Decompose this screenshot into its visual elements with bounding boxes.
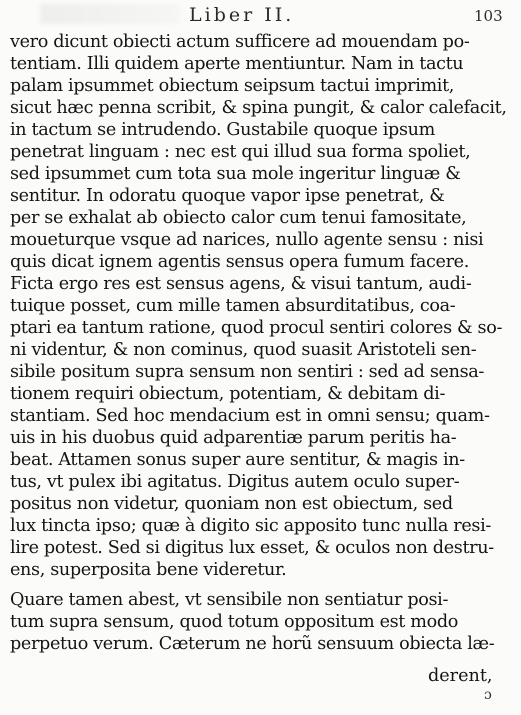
text-line: tus, vt pulex ibi agitatus. Digitus autem oculo super- xyxy=(10,472,460,492)
catchword: derent, xyxy=(428,666,493,686)
text-line: quis dicat ignem agentis sensus opera fumum facere. xyxy=(10,252,469,272)
text-line: tionem requiri obiectum, potentiam, & debitam di- xyxy=(10,384,446,404)
text-line: sibile positum supra sensum non sentiri : sed ad sensa- xyxy=(10,362,484,382)
text-line: ptari ea tantum ratione, quod procul sentiri colores & so- xyxy=(10,318,503,338)
text-line: lire potest. Sed si digitus lux esset, & oculos non destru- xyxy=(10,538,494,558)
text-line: stantiam. Sed hoc mendacium est in omni sensu; quam- xyxy=(10,406,490,426)
text-line: penetrat linguam : nec est qui illud sua forma spoliet, xyxy=(10,142,471,162)
text-line: Ficta ergo res est sensus agens, & visui tantum, audi- xyxy=(10,274,472,294)
text-line: sentitur. In odoratu quoque vapor ipse penetrat, & xyxy=(10,186,445,206)
text-line: perpetuo verum. Cæterum ne horũ sensuum obiecta læ- xyxy=(10,634,495,654)
stray-ink-mark: ɔ xyxy=(484,687,492,703)
text-line: Quare tamen abest, vt sensibile non sentiatur posi- xyxy=(10,590,449,610)
page-number: 103 xyxy=(474,7,503,25)
running-head xyxy=(0,2,521,28)
text-line: tuique posset, cum mille tamen absurditatibus, coa- xyxy=(10,296,456,316)
running-title: Liber II. xyxy=(189,4,295,26)
text-line: moueturque vsque ad narices, nullo agente sensu : nisi xyxy=(10,230,484,250)
text-line: vero dicunt obiecti actum sufficere ad mouendam po- xyxy=(10,32,470,52)
text-line: positus non videtur, quoniam non est obiectum, sed xyxy=(10,494,453,514)
text-line: ens, superposita bene videretur. xyxy=(10,560,287,580)
text-line: lux tincta ipso; quæ à digito sic apposito tunc nulla resi- xyxy=(10,516,491,536)
text-line: sed ipsummet cum tota sua mole ingeritur linguæ & xyxy=(10,164,461,184)
text-line: tentiam. Illi quidem aperte mentiuntur. Nam in tactu xyxy=(10,54,464,74)
text-line: per se exhalat ab obiecto calor cum tenui famositate, xyxy=(10,208,467,228)
text-line: tum supra sensum, quod totum oppositum est modo xyxy=(10,612,458,632)
text-line: uis in his duobus quid adparentiæ parum peritis ha- xyxy=(10,428,457,448)
text-line: sicut hæc penna scribit, & spina pungit, & calor calefacit, xyxy=(10,98,507,118)
text-line: in tactum se intrudendo. Gustabile quoque ipsum xyxy=(10,120,435,140)
text-line: ni videntur, & non cominus, quod suasit Aristoteli sen- xyxy=(10,340,477,360)
text-line: beat. Attamen sonus super aure sentitur, & magis in- xyxy=(10,450,465,470)
text-line: palam ipsummet obiectum seipsum tactui imprimit, xyxy=(10,76,455,96)
